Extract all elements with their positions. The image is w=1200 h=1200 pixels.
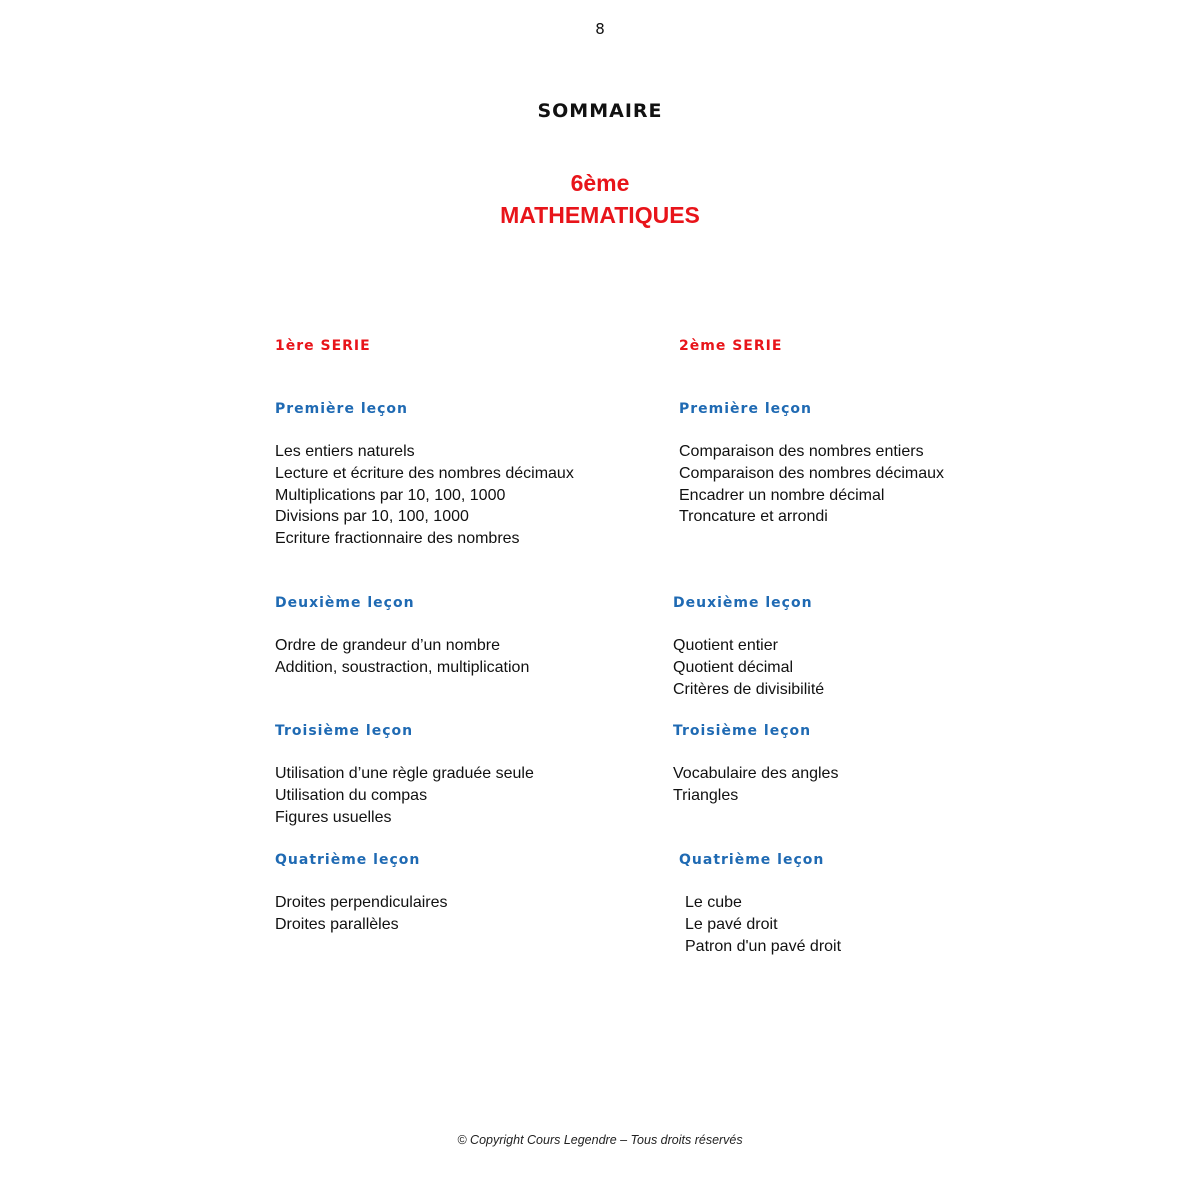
topic-item: Figures usuelles [275, 808, 392, 826]
series-2-lesson-2-title: Deuxième leçon [673, 595, 813, 611]
topic-item: Droites perpendiculaires [275, 894, 448, 911]
topic-item: Utilisation d’une règle graduée seule [275, 765, 534, 782]
series-1-lesson-4-title: Quatrième leçon [275, 852, 421, 868]
series-1-title: 1ère SERIE [275, 338, 371, 354]
topic-item: Encadrer un nombre décimal [679, 486, 885, 504]
topic-item: Quotient entier [673, 637, 778, 654]
series-2-lesson-3-title: Troisième leçon [673, 723, 812, 739]
series-2-title: 2ème SERIE [679, 338, 783, 354]
summary-title: SOMMAIRE [537, 100, 663, 122]
series-1-lesson-3-title: Troisième leçon [275, 723, 414, 739]
topic-item: Comparaison des nombres décimaux [679, 464, 945, 482]
topic-item: Droites parallèles [275, 915, 399, 933]
grade-title: 6ème [570, 170, 630, 196]
topic-item: Multiplications par 10, 100, 1000 [275, 486, 506, 504]
series-2-lesson-3-topics [673, 763, 838, 807]
topic-item: Ordre de grandeur d’un nombre [275, 637, 501, 654]
copyright-footer: © Copyright Cours Legendre – Tous droits réservés [457, 1133, 743, 1147]
series-1-lesson-2-title: Deuxième leçon [275, 595, 415, 611]
topic-item: Critères de divisibilité [673, 680, 825, 698]
topic-item: Quotient décimal [673, 658, 794, 676]
topic-item: Patron d'un pavé droit [685, 937, 842, 955]
series-2-lesson-4-topics [685, 892, 841, 957]
topic-item: Utilisation du compas [275, 786, 428, 804]
topic-item: Ecriture fractionnaire des nombres [275, 530, 520, 548]
topic-item: Lecture et écriture des nombres décimaux [275, 464, 574, 482]
series-1-lesson-4-topics [275, 892, 448, 936]
topic-item: Comparaison des nombres entiers [679, 443, 924, 460]
subject-title: MATHEMATIQUES [500, 202, 700, 228]
topic-item: Triangles [673, 786, 739, 804]
topic-item: Les entiers naturels [275, 443, 415, 460]
page-number: 8 [595, 20, 605, 38]
series-2-lesson-4-title: Quatrième leçon [679, 852, 825, 868]
topic-item: Le pavé droit [685, 915, 778, 933]
series-1-lesson-2-topics [275, 635, 529, 679]
topic-item: Addition, soustraction, multiplication [275, 658, 530, 676]
series-2-lesson-2-topics [673, 635, 824, 700]
series-1-lesson-3-topics [275, 763, 534, 828]
topic-item: Le cube [685, 894, 742, 911]
topic-item: Troncature et arrondi [679, 508, 828, 526]
series-1-lesson-1-title: Première leçon [275, 401, 408, 417]
series-1-lesson-1-topics [275, 441, 574, 550]
topic-item: Vocabulaire des angles [673, 765, 839, 782]
topic-item: Divisions par 10, 100, 1000 [275, 508, 469, 526]
series-2-lesson-1-topics [679, 441, 944, 528]
series-2-lesson-1-title: Première leçon [679, 401, 812, 417]
